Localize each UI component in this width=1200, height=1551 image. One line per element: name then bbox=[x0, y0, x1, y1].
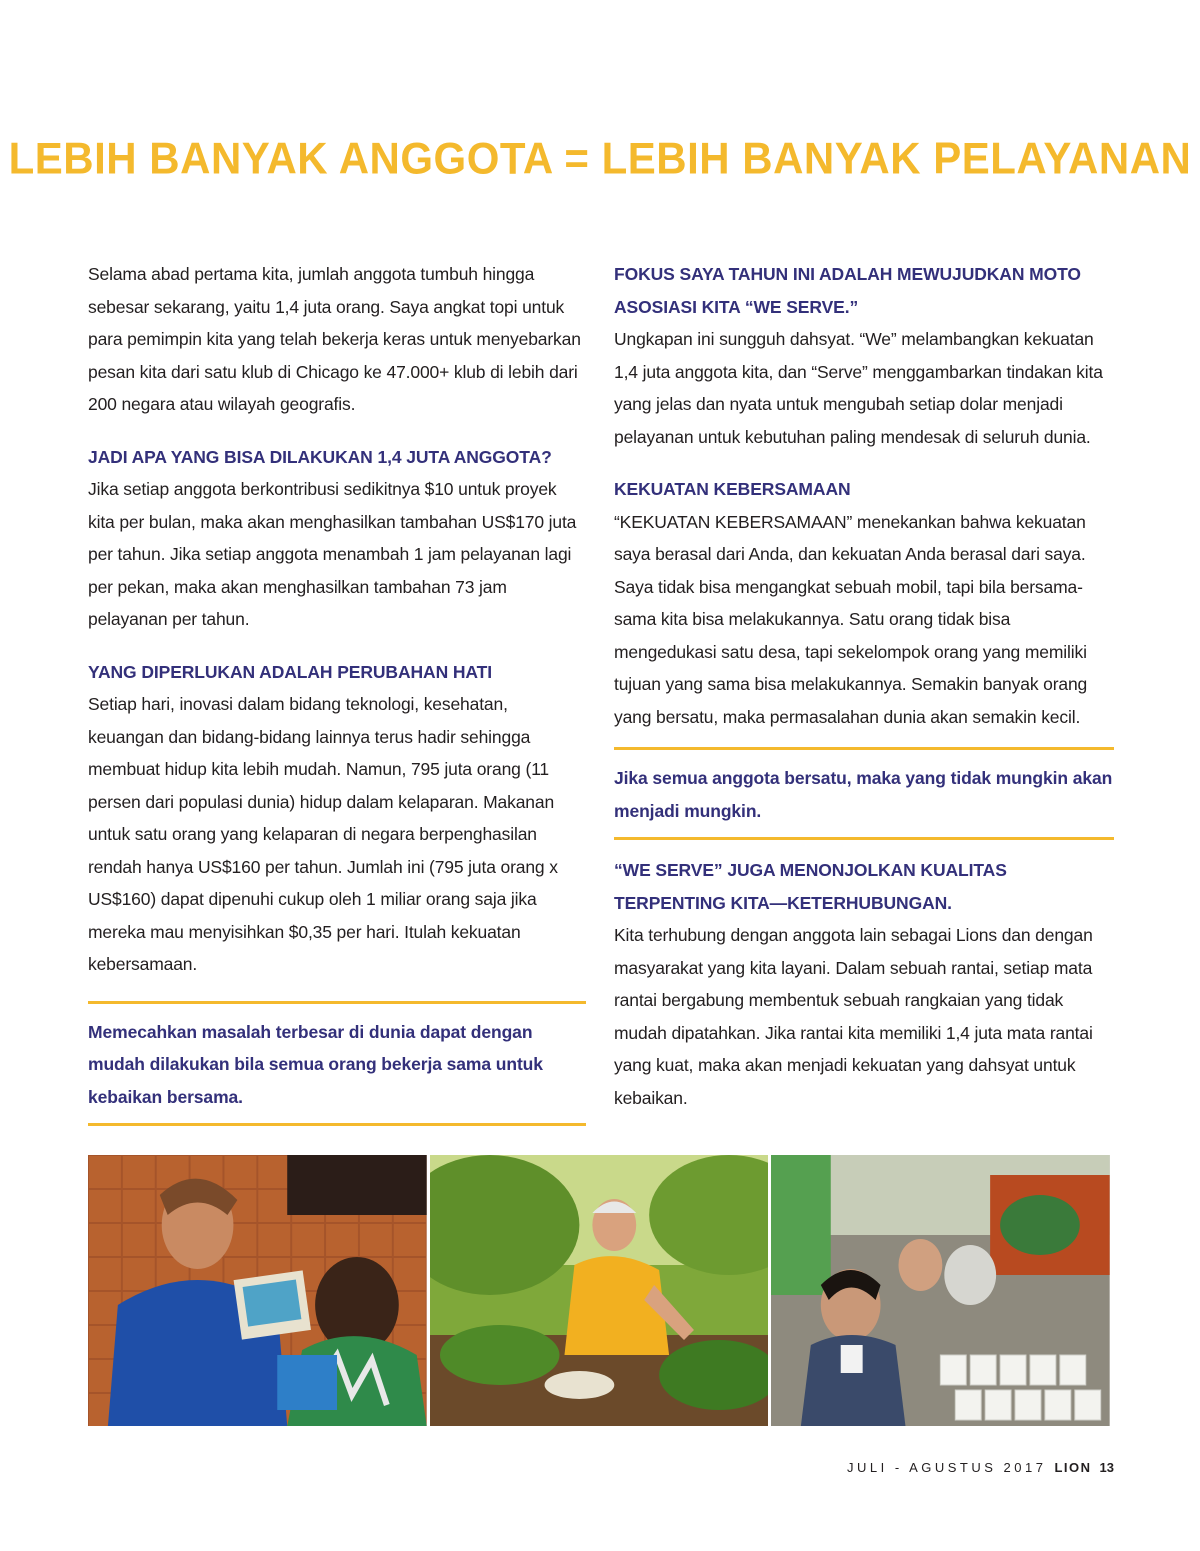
intro-section bbox=[88, 258, 586, 421]
pull-quote-block bbox=[614, 747, 1114, 840]
pull-quote: Memecahkan masalah terbesar di dunia dapat dengan mudah dilakukan bila semua orang bekerja sama untuk kebaikan bersama. bbox=[88, 1021, 543, 1107]
section-heading: “WE SERVE” JUGA MENONJOLKAN KUALITAS TERPENTING KITA—KETERHUBUNGAN. bbox=[614, 860, 1007, 913]
page-number: 13 bbox=[1099, 1460, 1114, 1475]
pull-quote-block bbox=[88, 1001, 586, 1127]
section-paragraph: “KEKUATAN KEBERSAMAAN” menekankan bahwa kekuatan saya berasal dari Anda, dan kekuatan Anda berasal dari saya. Saya tidak bisa mengangkat sebuah mobil, tapi bila bersama-sama kita bisa melakukannya. Satu orang tidak bisa mengedukasi satu desa, tapi sekelompok orang yang memiliki tujuan yang sama bisa melakukannya. Semakin banyak orang yang bersatu, maka permasalahan dunia akan semakin kecil. bbox=[614, 511, 1088, 727]
quote-rule-bottom bbox=[88, 1123, 586, 1126]
section-heading: KEKUATAN KEBERSAMAAN bbox=[614, 479, 851, 499]
quote-rule-bottom bbox=[614, 837, 1114, 840]
page-footer bbox=[847, 1460, 1114, 1475]
photo-gardening-volunteer bbox=[430, 1155, 769, 1426]
page-headline: LEBIH BANYAK ANGGOTA = LEBIH BANYAK PELAYANAN bbox=[8, 133, 1192, 184]
photo-food-distribution bbox=[771, 1155, 1110, 1426]
section-paragraph: Jika setiap anggota berkontribusi sedikitnya $10 untuk proyek kita per bulan, maka akan menghasilkan tambahan US$170 juta per tahun. Jika setiap anggota menambah 1 jam pelayanan lagi per pekan, maka akan menghasilkan tambahan 73 jam pelayanan per tahun. bbox=[88, 479, 577, 629]
left-column bbox=[88, 258, 586, 1126]
section-heading: YANG DIPERLUKAN ADALAH PERUBAHAN HATI bbox=[88, 661, 492, 682]
section-connectedness bbox=[614, 854, 1114, 1114]
section-1-4-million-members bbox=[88, 441, 586, 636]
section-heading: JADI APA YANG BISA DILAKUKAN 1,4 JUTA ANGGOTA? bbox=[88, 446, 552, 467]
section-we-serve-motto bbox=[614, 258, 1114, 453]
section-strength-together bbox=[614, 473, 1114, 733]
intro-paragraph: Selama abad pertama kita, jumlah anggota tumbuh hingga sebesar sekarang, yaitu 1,4 juta orang. Saya angkat topi untuk para pemimpin kita yang telah bekerja keras untuk menyebarkan pesan kita dari satu klub di Chicago ke 47.000+ klub di lebih dari 200 negara atau wilayah geografis. bbox=[88, 264, 581, 414]
pull-quote: Jika semua anggota bersatu, maka yang tidak mungkin akan menjadi mungkin. bbox=[614, 768, 1113, 821]
photo-strip bbox=[88, 1155, 1110, 1426]
section-paragraph: Kita terhubung dengan anggota lain sebagai Lions dan dengan masyarakat yang kita layani. Dalam sebuah rantai, setiap mata rantai bergabung membentuk sebuah rangkaian yang tidak mudah dipatahkan. Jika rantai kita memiliki 1,4 juta mata rantai yang kuat, maka akan menjadi kekuatan yang dahsyat untuk kebaikan. bbox=[614, 925, 1093, 1108]
section-paragraph: Ungkapan ini sungguh dahsyat. “We” melambangkan kekuatan 1,4 juta anggota kita, dan “Serve” menggambarkan tindakan kita yang jelas dan nyata untuk mengubah setiap dolar menjadi pelayanan untuk kebutuhan paling mendesak di seluruh dunia. bbox=[614, 329, 1103, 447]
magazine-name: LION bbox=[1054, 1460, 1092, 1475]
section-heading: FOKUS SAYA TAHUN INI ADALAH MEWUJUDKAN MOTO ASOSIASI KITA “WE SERVE.” bbox=[614, 264, 1081, 317]
section-change-of-heart bbox=[88, 656, 586, 981]
right-column bbox=[614, 258, 1114, 1134]
photo-reading-with-child bbox=[88, 1155, 427, 1426]
section-paragraph: Setiap hari, inovasi dalam bidang teknologi, kesehatan, keuangan dan bidang-bidang lainnya terus hadir sehingga membuat hidup kita lebih mudah. Namun, 795 juta orang (11 persen dari populasi dunia) hidup dalam kelaparan. Makanan untuk satu orang yang kelaparan di negara berpenghasilan rendah hanya US$160 per tahun. Jumlah ini (795 juta orang x US$160) dapat dipenuhi cukup oleh 1 miliar orang saja jika mereka mau menyisihkan $0,35 per hari. Itulah kekuatan kebersamaan. bbox=[88, 694, 558, 974]
issue-date: JULI - AGUSTUS 2017 bbox=[847, 1460, 1047, 1475]
